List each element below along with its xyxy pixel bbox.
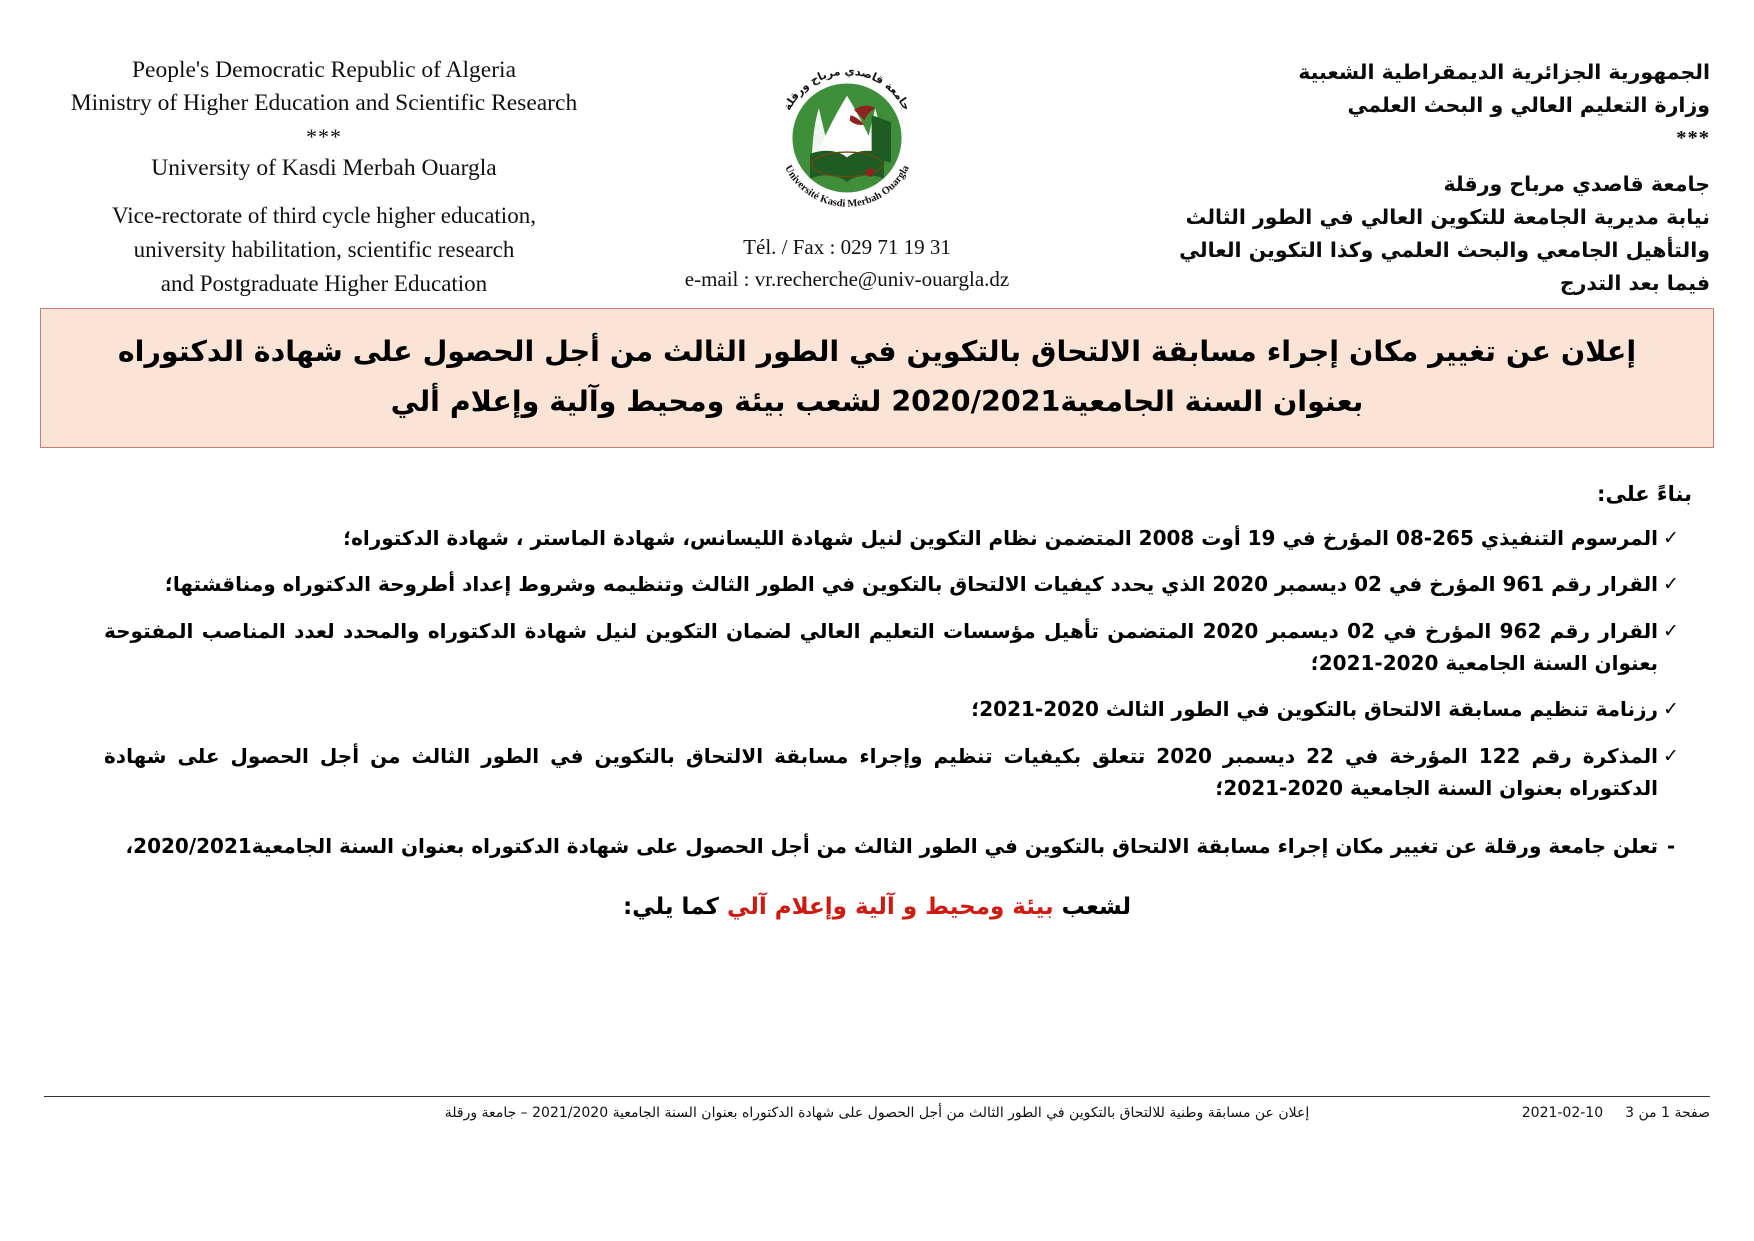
contact-email: e-mail : vr.recherche@univ-ouargla.dz — [684, 266, 1010, 291]
header-left-separator: *** — [306, 123, 342, 149]
list-item-text: القرار رقم 962 المؤرخ في 02 ديسمبر 2020 المتضمن تأهيل مؤسسات التعليم العالي لضمان التكوين لنيل شهادة الدكتوراه والمحدد لعدد المناصب المفتوحة بعنوان السنة الجامعية 2020-2021؛ — [104, 618, 1658, 675]
header-right-line-4: جامعة قاصدي مرباح ورقلة — [1443, 171, 1710, 196]
svg-text:جامعة قاصدي مرباح ورقلة: جامعة قاصدي مرباح ورقلة — [780, 64, 914, 113]
header-left-english — [44, 48, 604, 301]
intro-text: بناءً على: — [1597, 481, 1692, 506]
list-item — [104, 693, 1684, 725]
university-logo-icon — [759, 50, 935, 226]
header-right-line-1: الجمهورية الجزائرية الديمقراطية الشعبية — [1298, 60, 1710, 84]
contact-phone: Tél. / Fax : 029 71 19 31 — [743, 235, 951, 259]
announcement-paragraph — [104, 830, 1684, 862]
header-left-spacer — [44, 185, 604, 199]
check-icon: ✓ — [1663, 526, 1679, 549]
speciality-prefix: لشعب — [1053, 893, 1132, 920]
document-footer — [44, 1096, 1710, 1121]
announcement-title-line-2: بعنوان السنة الجامعية2020/2021 لشعب بيئة ومحيط وآلية وإعلام ألي — [390, 384, 1364, 418]
header-center — [652, 48, 1042, 295]
header-right-sub-3: فيما بعد التدرج — [1559, 271, 1710, 296]
list-item-text: المرسوم التنفيذي 265-08 المؤرخ في 19 أوت 2008 المتضمن نظام التكوين لنيل شهادة الليسانس، شهادة الماستر ، شهادة الدكتوراه؛ — [343, 525, 1658, 550]
announcement-title-box — [40, 308, 1714, 448]
check-icon: ✓ — [1663, 619, 1679, 642]
footer-date: 2021-02-10 — [1521, 1105, 1604, 1121]
header-left-sub-2: university habilitation, scientific research — [133, 237, 515, 263]
list-item-text: المذكرة رقم 122 المؤرخة في 22 ديسمبر 2020 تتعلق بكيفيات تنظيم وإجراء مسابقة الالتحاق بالتكوين في الطور الثالث من أجل الحصول على شهادة الدكتوراه بعنوان السنة الجامعية 2020-2021؛ — [104, 743, 1658, 801]
header-right-sub-2: والتأهيل الجامعي والبحث العلمي وكذا التكوين العالي — [1179, 238, 1710, 263]
header-right-arabic — [1090, 48, 1710, 300]
university-logo — [759, 50, 935, 226]
footer-page-number: صفحة 1 من 3 — [1625, 1105, 1710, 1121]
header-left-line-1: People's Democratic Republic of Algeria — [131, 57, 517, 83]
document-body — [0, 448, 1754, 926]
header-left-line-2: Ministry of Higher Education and Scientific Research — [70, 90, 578, 117]
list-item — [104, 522, 1684, 554]
header-right-spacer — [1090, 156, 1710, 168]
header-left-sub-1: Vice-rectorate of third cycle higher education, — [112, 203, 536, 229]
list-item-text: القرار رقم 961 المؤرخ في 02 ديسمبر 2020 الذي يحدد كيفيات الالتحاق بالتكوين في الطور الثالث وتنظيمه وشروط إعداد أطروحة الدكتوراه ومناقشتها؛ — [164, 572, 1658, 597]
header-left-sub-3: and Postgraduate Higher Education — [160, 271, 488, 297]
header-left-line-4: University of Kasdi Merbah Ouargla — [151, 154, 497, 181]
check-icon: ✓ — [1663, 573, 1679, 596]
legal-basis-list — [104, 522, 1684, 805]
document-header — [0, 0, 1754, 300]
check-icon: ✓ — [1663, 698, 1679, 721]
svg-text:Université Kasdi Merbah Ouargl: Université Kasdi Merbah Ouargla — [782, 163, 912, 210]
footer-center-text: إعلان عن مسابقة وطنية للالتحاق بالتكوين في الطور الثالث من أجل الحصول على شهادة الدكتوراه بعنوان السنة الجامعية 2021/2020 – جامعة ورقلة — [444, 1105, 1310, 1121]
speciality-highlight: بيئة ومحيط و آلية وإعلام آلي — [726, 893, 1054, 920]
list-item-text: رزنامة تنظيم مسابقة الالتحاق بالتكوين في الطور الثالث 2020-2021؛ — [971, 697, 1658, 722]
speciality-suffix: كما يلي: — [622, 893, 727, 920]
header-right-sub-1: نيابة مديرية الجامعة للتكوين العالي في الطور الثالث — [1185, 204, 1710, 229]
announcement-title-line-1: إعلان عن تغيير مكان إجراء مسابقة الالتحاق بالتكوين في الطور الثالث من أجل الحصول على شهادة الدكتوراه — [117, 335, 1637, 368]
speciality-line — [44, 889, 1710, 926]
contact-block — [652, 232, 1042, 295]
announcement-paragraph-text: تعلن جامعة ورقلة عن تغيير مكان إجراء مسابقة الالتحاق بالتكوين في الطور الثالث من أجل الحصول على شهادة الدكتوراه بعنوان السنة الجامعية2020/2021، — [125, 834, 1658, 859]
check-icon: ✓ — [1663, 744, 1679, 767]
list-item — [104, 740, 1684, 805]
list-item — [104, 615, 1684, 680]
header-right-line-2: وزارة التعليم العالي و البحث العلمي — [1347, 93, 1710, 118]
dash-icon: - — [1666, 834, 1676, 859]
header-right-separator: *** — [1676, 127, 1710, 150]
footer-left — [1522, 1105, 1710, 1121]
list-item — [104, 568, 1684, 600]
